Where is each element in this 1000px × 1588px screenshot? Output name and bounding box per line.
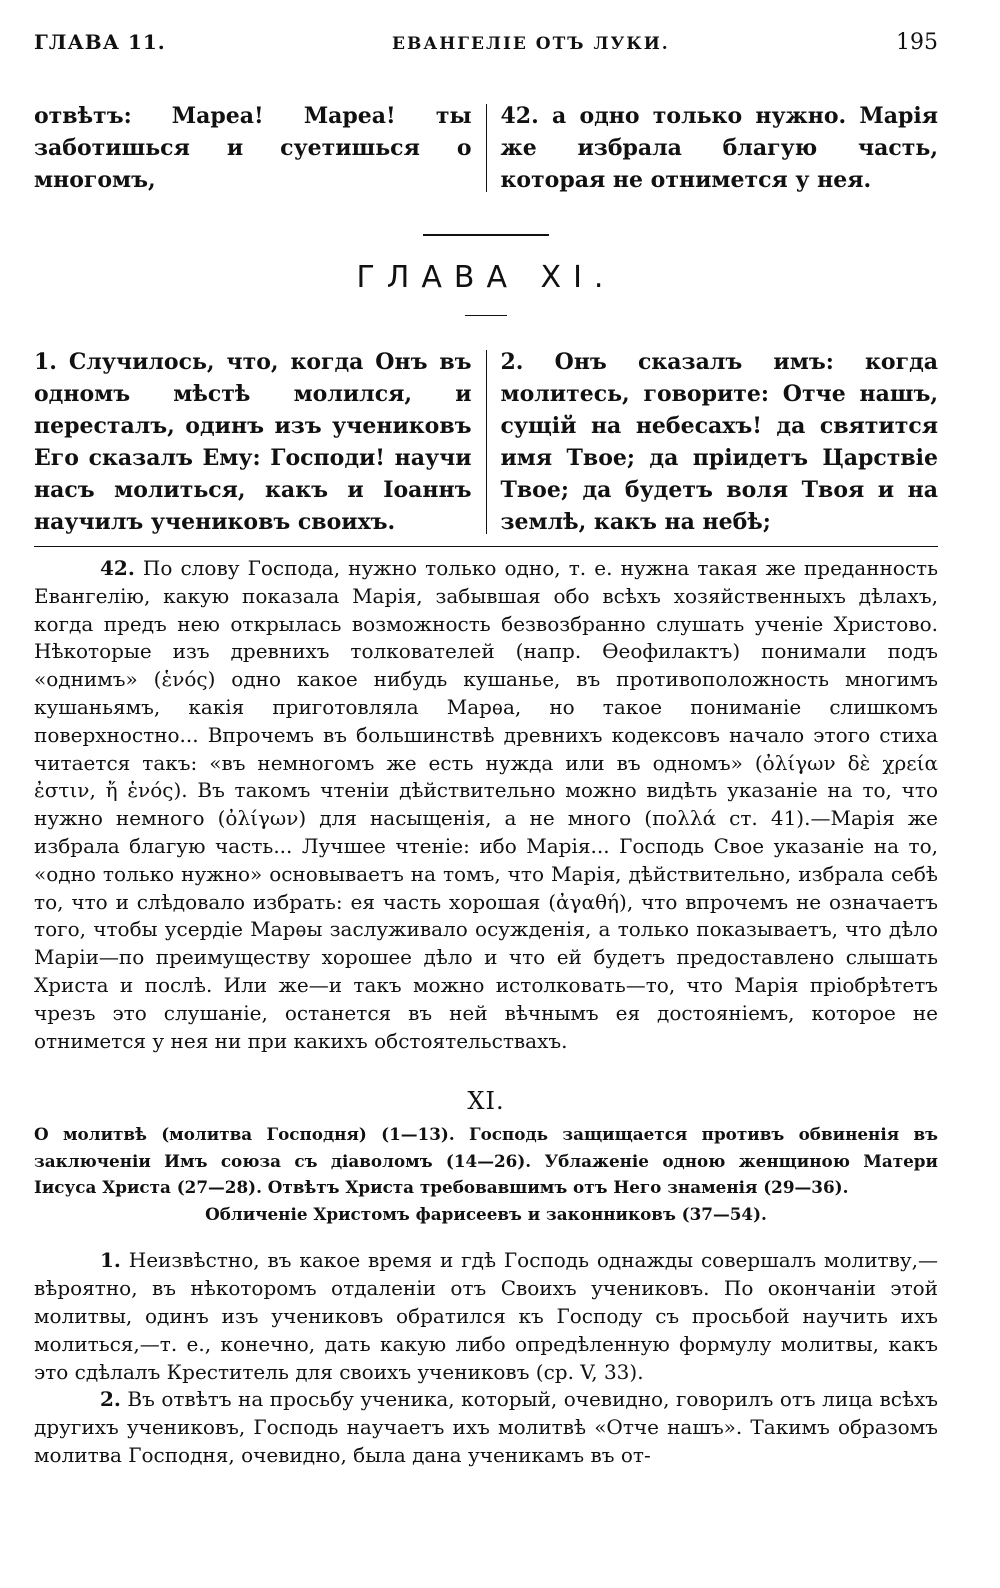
top-verses	[34, 100, 938, 196]
book-title: ЕВАНГЕЛІЕ ОТЪ ЛУКИ.	[392, 34, 670, 54]
commentary-text: По слову Господа, нужно только одно, т. е. нужна такая же преданность Евангелію, какую показала Марія, забывшая обо всѣхъ хозяйственныхъ дѣлахъ, когда предъ нею открылась возможность безвозбранно слушать ученіе Христово. Нѣкоторые изъ древнихъ толкователей (напр. Ѳеофилактъ) понимали подъ «однимъ» (ἑνός) одно какое нибудь кушанье, въ противоположность многимъ кушаньямъ, какія приготовляла Марѳа, но такое пониманіе слишкомъ поверхностно... Впрочемъ въ большинствѣ древнихъ кодексовъ начало этого стиха читается такъ: «въ немногомъ же есть нужда или въ одномъ» (ὀλίγων δὲ χρεία ἐστιν, ἤ ἑνός). Въ такомъ чтеніи дѣйствительно можно видѣть указаніе на то, что нужно немного (ὀλίγων) для насыщенія, а не много (πολλά ст. 41).—Марія же избрала благую часть... Лучшее чтеніе: ибо Марія... Господь Свое указаніе на то, «одно только нужно» основываетъ на томъ, что Марія, дѣйствительно, избрала себѣ то, что и слѣдовало избрать: ея часть хорошая (ἀγαθή), что впрочемъ не означаетъ того, чтобы усердіе Марѳы заслуживало осужденія, а только показываетъ, что дѣло Маріи—по преимуществу хорошее дѣло и что ей будетъ предоставлено слышать Христа и послѣ. Или же—и такъ можно истолковать—то, что Марія пріобрѣтетъ чрезъ это слушаніе, останется въ ней вѣчнымъ ея достояніемъ, которое не отнимется у нея ни при какихъ обстоятельствахъ.	[34, 556, 938, 1053]
p2-text: Въ отвѣтъ на просьбу ученика, который, очевидно, говорилъ отъ лица всѣхъ другихъ учениковъ, Господь научаетъ ихъ молитвѣ «Отче нашъ». Такимъ образомъ молитва Господня, очевидно, была дана ученикамъ въ от-	[34, 1387, 939, 1467]
p2-num: 2.	[100, 1387, 121, 1412]
running-head	[34, 30, 938, 70]
page	[34, 30, 938, 1470]
commentary-rule	[34, 546, 938, 547]
p1-text: Неизвѣстно, въ какое время и гдѣ Господь однажды совершалъ молитву,—вѣроятно, въ нѣкоторомъ отдаленіи отъ Своихъ учениковъ. По окончаніи этой молитвы, одинъ изъ учениковъ обратился къ Господу съ просьбой научить ихъ молиться,—т. е., конечно, дать какую либо опредѣленную формулу молитвы, какъ это сдѣлалъ Креститель для своихъ учениковъ (ср. V, 33).	[34, 1248, 939, 1384]
commentary-num: 42.	[100, 556, 135, 580]
verse-41-end: отвѣтъ: Мареа! Мареа! ты заботишься и суетишься о многомъ,	[34, 103, 472, 193]
p1-num: 1.	[100, 1248, 121, 1273]
section-summary-last: Обличеніе Христомъ фарисеевъ и законниковъ (37—54).	[205, 1203, 767, 1224]
verse-2: 2. Онъ сказалъ имъ: когда молитесь, говорите: Отче нашъ, сущій на небесахъ! да святится имя Твое; да пріидетъ Царствіе Твое; да будетъ воля Твоя и на землѣ, какъ на небѣ;	[500, 349, 938, 535]
section-summary: О молитвѣ (молитва Господня) (1—13). Господь защищается противъ обвиненія въ заключеніи Имъ союза съ діаволомъ (14—26). Ублаженіе одною женщиною Матери Іисуса Христа (27—28). Отвѣтъ Христа требовавшимъ отъ Него знаменія (29—36).	[34, 1124, 938, 1198]
commentary-42	[34, 555, 938, 1055]
chapter-verses	[34, 346, 938, 538]
verse-42: 42. а одно только нужно. Марія же избрала благую часть, которая не отнимется у нея.	[500, 103, 938, 193]
commentary-final	[34, 1247, 938, 1469]
section-rule	[423, 234, 549, 236]
chapter-label: ГЛАВА 11.	[34, 30, 166, 54]
chapter-heading: ГЛАВА XI.	[356, 260, 616, 295]
verse-1: 1. Случилось, что, когда Онъ въ одномъ мѣстѣ молился, и пересталъ, одинъ изъ учениковъ Его сказалъ Ему: Господи! научи насъ молиться, какъ и Іоаннъ научилъ учениковъ своихъ.	[34, 349, 472, 535]
page-number: 195	[896, 30, 938, 55]
heading-underline	[465, 315, 507, 316]
section-number: XI.	[467, 1087, 505, 1116]
